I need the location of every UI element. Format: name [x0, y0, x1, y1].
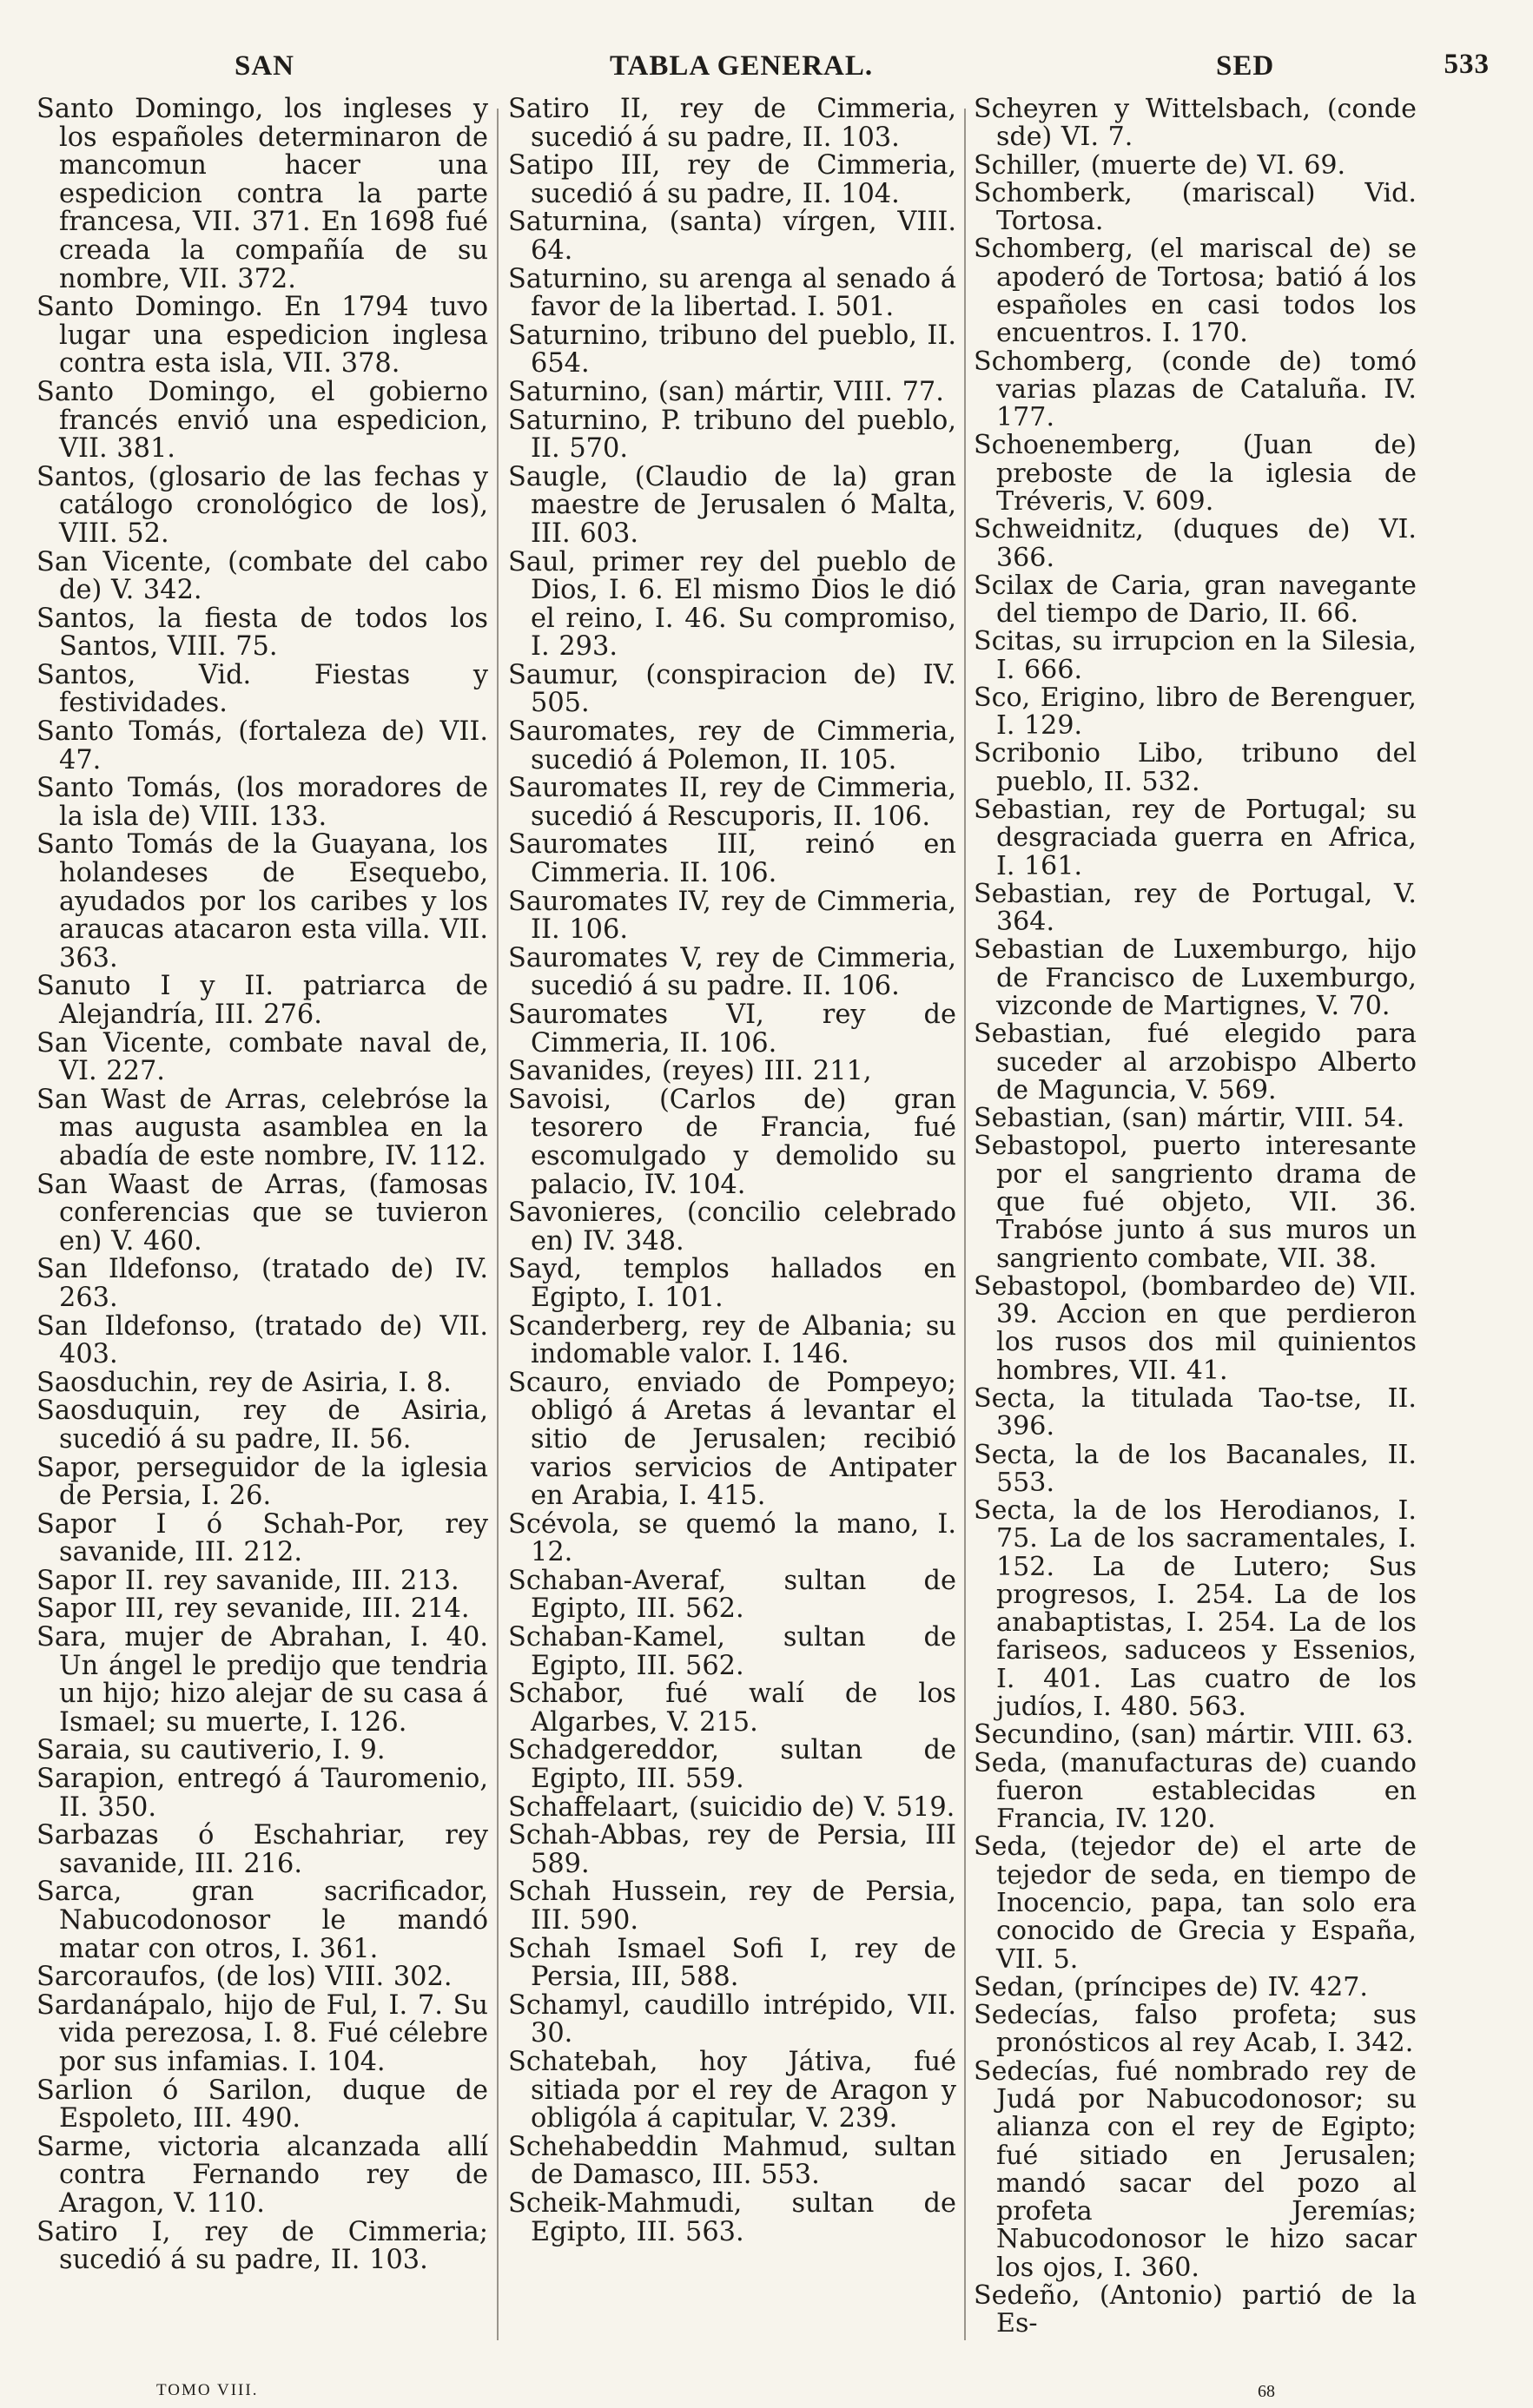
index-entry: San Vicente, combate naval de, VI. 227. [36, 1027, 488, 1087]
header-left-word: SAN [235, 50, 295, 82]
index-entry: Sapor I ó Schah-Por, rey savanide, III. 212. [36, 1508, 488, 1568]
index-entry: Scilax de Caria, gran navegante del tiempo de Dario, II. 66. [974, 570, 1417, 630]
index-entry: Scévola, se quemó la mano, I. 12. [508, 1508, 956, 1568]
index-entry: Schah Ismael Sofi I, rey de Persia, III, 588. [508, 1933, 956, 1993]
index-entry: Sebastian, fué elegido para suceder al arzobispo Alberto de Maguncia, V. 569. [974, 1019, 1417, 1105]
index-entry: Sedan, (príncipes de) IV. 427. [974, 1971, 1368, 2002]
index-entry: San Ildefonso, (tratado de) IV. 263. [36, 1254, 488, 1313]
index-entry: Sarme, victoria alcanzada allí contra Fernando rey de Aragon, V. 110. [36, 2131, 488, 2219]
index-entry: Satiro I, rey de Cimmeria; sucedió á su padre, II. 103. [36, 2216, 488, 2276]
index-entry: Sedecías, fué nombrado rey de Judá por Nabucodonosor; su alianza con el rey de Egipto; fué sitiado en Jerusalen; mandó sacar del pozo al profeta Jeremías; Nabucodonosor le hizo sacar los ojos, I. 360. [974, 2055, 1417, 2283]
index-column-1 [36, 96, 488, 2275]
index-entry: Secta, la de los Bacanales, II. 553. [974, 1439, 1417, 1498]
index-entry: Schehabeddin Mahmud, sultan de Damasco, III. 553. [508, 2131, 956, 2191]
index-entry: Saturnino, tribuno del pueblo, II. 654. [508, 320, 956, 379]
index-entry: Santos, Vid. Fiestas y festividades. [36, 659, 488, 719]
index-entry: Schomberg, (el mariscal de) se apoderó de Tortosa; batió á los españoles en casi todos los encuentros. I. 170. [974, 234, 1417, 349]
index-entry: Sapor, perseguidor de la iglesia de Persia, I. 26. [36, 1452, 488, 1512]
index-entry: Schaffelaart, (suicidio de) V. 519. [508, 1791, 955, 1823]
index-entry: Sedecías, falso profeta; sus pronósticos al rey Acab, I. 342. [974, 2000, 1417, 2059]
header-right-word: SED [1216, 50, 1275, 82]
index-entry: Sauromates III, reinó en Cimmeria. II. 106. [508, 829, 956, 889]
index-entry: Scitas, su irrupcion en la Silesia, I. 666. [974, 626, 1417, 685]
index-entry: Schweidnitz, (duques de) VI. 366. [974, 514, 1417, 573]
index-entry: Schatebah, hoy Játiva, fué sitiada por el rey de Aragon y obligóla á capitular, V. 239. [508, 2046, 956, 2134]
index-entry: Schamyl, caudillo intrépido, VII. 30. [508, 1989, 956, 2049]
index-entry: San Vicente, (combate del cabo de) V. 342. [36, 546, 488, 606]
index-entry: Schiller, (muerte de) VI. 69. [974, 149, 1346, 181]
index-entry: Scauro, enviado de Pompeyo; obligó á Aretas á levantar el sitio de Jerusalen; recibió varios servicios de Antipater en Arabia, I. 415. [508, 1367, 956, 1512]
running-header [35, 45, 1498, 89]
index-entry: Sebastian de Luxemburgo, hijo de Francisco de Luxemburgo, vizconde de Martignes, V. 70. [974, 934, 1417, 1021]
index-entry: Sayd, templos hallados en Egipto, I. 101. [508, 1254, 956, 1313]
index-entry: Schabor, fué walí de los Algarbes, V. 215. [508, 1679, 956, 1738]
index-entry: Savoisi, (Carlos de) gran tesorero de Francia, fué escomulgado y demolido su palacio, IV. 104. [508, 1084, 956, 1200]
index-entry: Scribonio Libo, tribuno del pueblo, II. 532. [974, 738, 1417, 797]
index-entry: Sardanápalo, hijo de Ful, I. 7. Su vida perezosa, I. 8. Fué célebre por sus infamias. I. 104. [36, 1989, 488, 2077]
index-entry: Savonieres, (concilio celebrado en) IV. 348. [508, 1197, 956, 1257]
index-entry: Saraia, su cautiverio, I. 9. [36, 1735, 386, 1766]
index-entry: Santos, la fiesta de todos los Santos, VIII. 75. [36, 603, 488, 663]
index-entry: Saugle, (Claudio de la) gran maestre de Jerusalen ó Malta, III. 603. [508, 461, 956, 549]
index-entry: Sarlion ó Sarilon, duque de Espoleto, III. 490. [36, 2075, 488, 2134]
volume-footer: TOMO VIII. [156, 2381, 259, 2399]
index-entry: Saosduquin, rey de Asiria, sucedió á su padre, II. 56. [36, 1395, 488, 1455]
index-entry: Santo Domingo, el gobierno francés envió una espedicion, VII. 381. [36, 376, 488, 465]
index-entry: San Ildefonso, (tratado de) VII. 403. [36, 1310, 488, 1370]
index-entry: Sco, Erigino, libro de Berenguer, I. 129. [974, 682, 1417, 742]
header-title: TABLA GENERAL. [610, 50, 874, 82]
index-entry: Saturnina, (santa) vírgen, VIII. 64. [508, 207, 956, 266]
index-entry: Schadgereddor, sultan de Egipto, III. 559. [508, 1735, 956, 1795]
index-entry: Saturnino, P. tribuno del pueblo, II. 570. [508, 405, 956, 465]
index-column-2 [508, 96, 956, 2246]
index-entry: Santo Tomás de la Guayana, los holandeses de Esequebo, ayudados por los caribes y los araucas atacaron esta villa. VII. 363. [36, 829, 488, 973]
index-entry: San Wast de Arras, celebróse la mas augusta asamblea en la abadía de este nombre, IV. 112. [36, 1084, 488, 1171]
index-entry: Schaban-Kamel, sultan de Egipto, III. 562. [508, 1622, 956, 1681]
index-entry: Secta, la titulada Tao-tse, II. 396. [974, 1382, 1417, 1442]
index-entry: Scanderberg, rey de Albania; su indomable valor. I. 146. [508, 1310, 956, 1370]
index-entry: Schoenemberg, (Juan de) preboste de la iglesia de Tréveris, V. 609. [974, 430, 1417, 517]
index-entry: Schah Hussein, rey de Persia, III. 590. [508, 1877, 956, 1936]
column-divider-2 [964, 109, 966, 2340]
index-entry: Sebastian, (san) mártir, VIII. 54. [974, 1103, 1405, 1134]
printer-signature-mark: 68 [1258, 2382, 1275, 2401]
index-entry: Secundino, (san) mártir. VIII. 63. [974, 1719, 1414, 1751]
index-entry: Sapor II. rey savanide, III. 213. [36, 1565, 459, 1596]
index-entry: Satipo III, rey de Cimmeria, sucedió á su padre, II. 104. [508, 150, 956, 209]
index-entry: Sauromates VI, rey de Cimmeria, II. 106. [508, 999, 956, 1059]
index-entry: Sauromates, rey de Cimmeria, sucedió á Polemon, II. 105. [508, 716, 956, 775]
index-entry: Santo Domingo. En 1794 tuvo lugar una espedicion inglesa contra esta isla, VII. 378. [36, 292, 488, 379]
index-entry: Sapor III, rey sevanide, III. 214. [36, 1593, 470, 1625]
index-entry: Secta, la de los Herodianos, I. 75. La de los sacramentales, I. 152. La de Lutero; Sus progresos, I. 254. La de los anabaptistas, I. 254. La de los fariseos, saduceos y Essenios, I. 401. Las cuatro de los judíos, I. 480. 563. [974, 1495, 1417, 1723]
index-entry: Sebastopol, puerto interesante por el sangriento drama de que fué objeto, VII. 36. Trabóse junto á sus muros un sangriento combate, VII. 38. [974, 1131, 1417, 1274]
index-entry: Schomberk, (mariscal) Vid. Tortosa. [974, 177, 1417, 237]
index-entry: Santo Domingo, los ingleses y los españoles determinaron de mancomun hacer una espedicion contra la parte francesa, VII. 371. En 1698 fué creada la compañía de su nombre, VII. 372. [36, 94, 488, 294]
index-entry: Sebastian, rey de Portugal, V. 364. [974, 878, 1417, 938]
page-number: 533 [1444, 49, 1490, 80]
index-entry: Schomberg, (conde de) tomó varias plazas de Cataluña. IV. 177. [974, 346, 1417, 433]
index-entry: Sauromates V, rey de Cimmeria, sucedió á su padre. II. 106. [508, 942, 956, 1002]
index-entry: Seda, (manufacturas de) cuando fueron establecidas en Francia, IV. 120. [974, 1747, 1417, 1835]
index-entry: Savanides, (reyes) III. 211, [508, 1056, 872, 1087]
index-entry: Sarapion, entregó á Tauromenio, II. 350. [36, 1764, 488, 1823]
index-entry: Sara, mujer de Abrahan, I. 40. Un ángel le predijo que tendria un hijo; hizo alejar de su casa á Ismael; su muerte, I. 126. [36, 1622, 488, 1738]
index-entry: Sarca, gran sacrificador, Nabucodonosor le mandó matar con otros, I. 361. [36, 1877, 488, 1964]
index-entry: Saturnino, su arenga al senado á favor de la libertad. I. 501. [508, 263, 956, 323]
index-entry: Sebastian, rey de Portugal; su desgraciada guerra en Africa, I. 161. [974, 795, 1417, 881]
index-entry: Saul, primer rey del pueblo de Dios, I. 6. El mismo Dios le dió el reino, I. 46. Su compromiso, I. 293. [508, 546, 956, 663]
index-entry: Schaban-Averaf, sultan de Egipto, III. 562. [508, 1565, 956, 1625]
index-entry: Sauromates II, rey de Cimmeria, sucedió á Rescuporis, II. 106. [508, 773, 956, 832]
index-entry: Scheik-Mahmudi, sultan de Egipto, III. 563. [508, 2187, 956, 2247]
index-entry: Sauromates IV, rey de Cimmeria, II. 106. [508, 886, 956, 946]
index-entry: Santos, (glosario de las fechas y catálogo cronológico de los), VIII. 52. [36, 461, 488, 549]
index-entry: Sebastopol, (bombardeo de) VII. 39. Accion en que perdieron los rusos dos mil quinientos hombres, VII. 41. [974, 1270, 1417, 1386]
index-entry: Sanuto I y II. patriarca de Alejandría, III. 276. [36, 971, 488, 1030]
index-entry: Saosduchin, rey de Asiria, I. 8. [36, 1367, 452, 1398]
index-entry: Satiro II, rey de Cimmeria, sucedió á su padre, II. 103. [508, 94, 956, 153]
index-entry: Saumur, (conspiracion de) IV. 505. [508, 659, 956, 719]
index-entry: Schah-Abbas, rey de Persia, III 589. [508, 1820, 956, 1879]
index-entry: Sarcoraufos, (de los) VIII. 302. [36, 1962, 453, 1993]
index-entry: Santo Tomás, (fortaleza de) VII. 47. [36, 716, 488, 775]
index-entry: San Waast de Arras, (famosas conferencias que se tuvieron en) V. 460. [36, 1169, 488, 1257]
index-entry: Sarbazas ó Eschahriar, rey savanide, III. 216. [36, 1820, 488, 1879]
index-entry: Seda, (tejedor de) el arte de tejedor de seda, en tiempo de Inocencio, papa, tan solo era conocido de Grecia y España, VII. 5. [974, 1831, 1417, 1975]
column-divider-1 [497, 109, 499, 2340]
index-column-3 [974, 96, 1417, 2339]
index-entry: Scheyren y Wittelsbach, (conde sde) VI. 7. [974, 94, 1417, 153]
index-entry: Sedeño, (Antonio) partió de la Es- [974, 2279, 1417, 2339]
index-entry: Saturnino, (san) mártir, VIII. 77. [508, 376, 944, 407]
index-entry: Santo Tomás, (los moradores de la isla de) VIII. 133. [36, 773, 488, 832]
